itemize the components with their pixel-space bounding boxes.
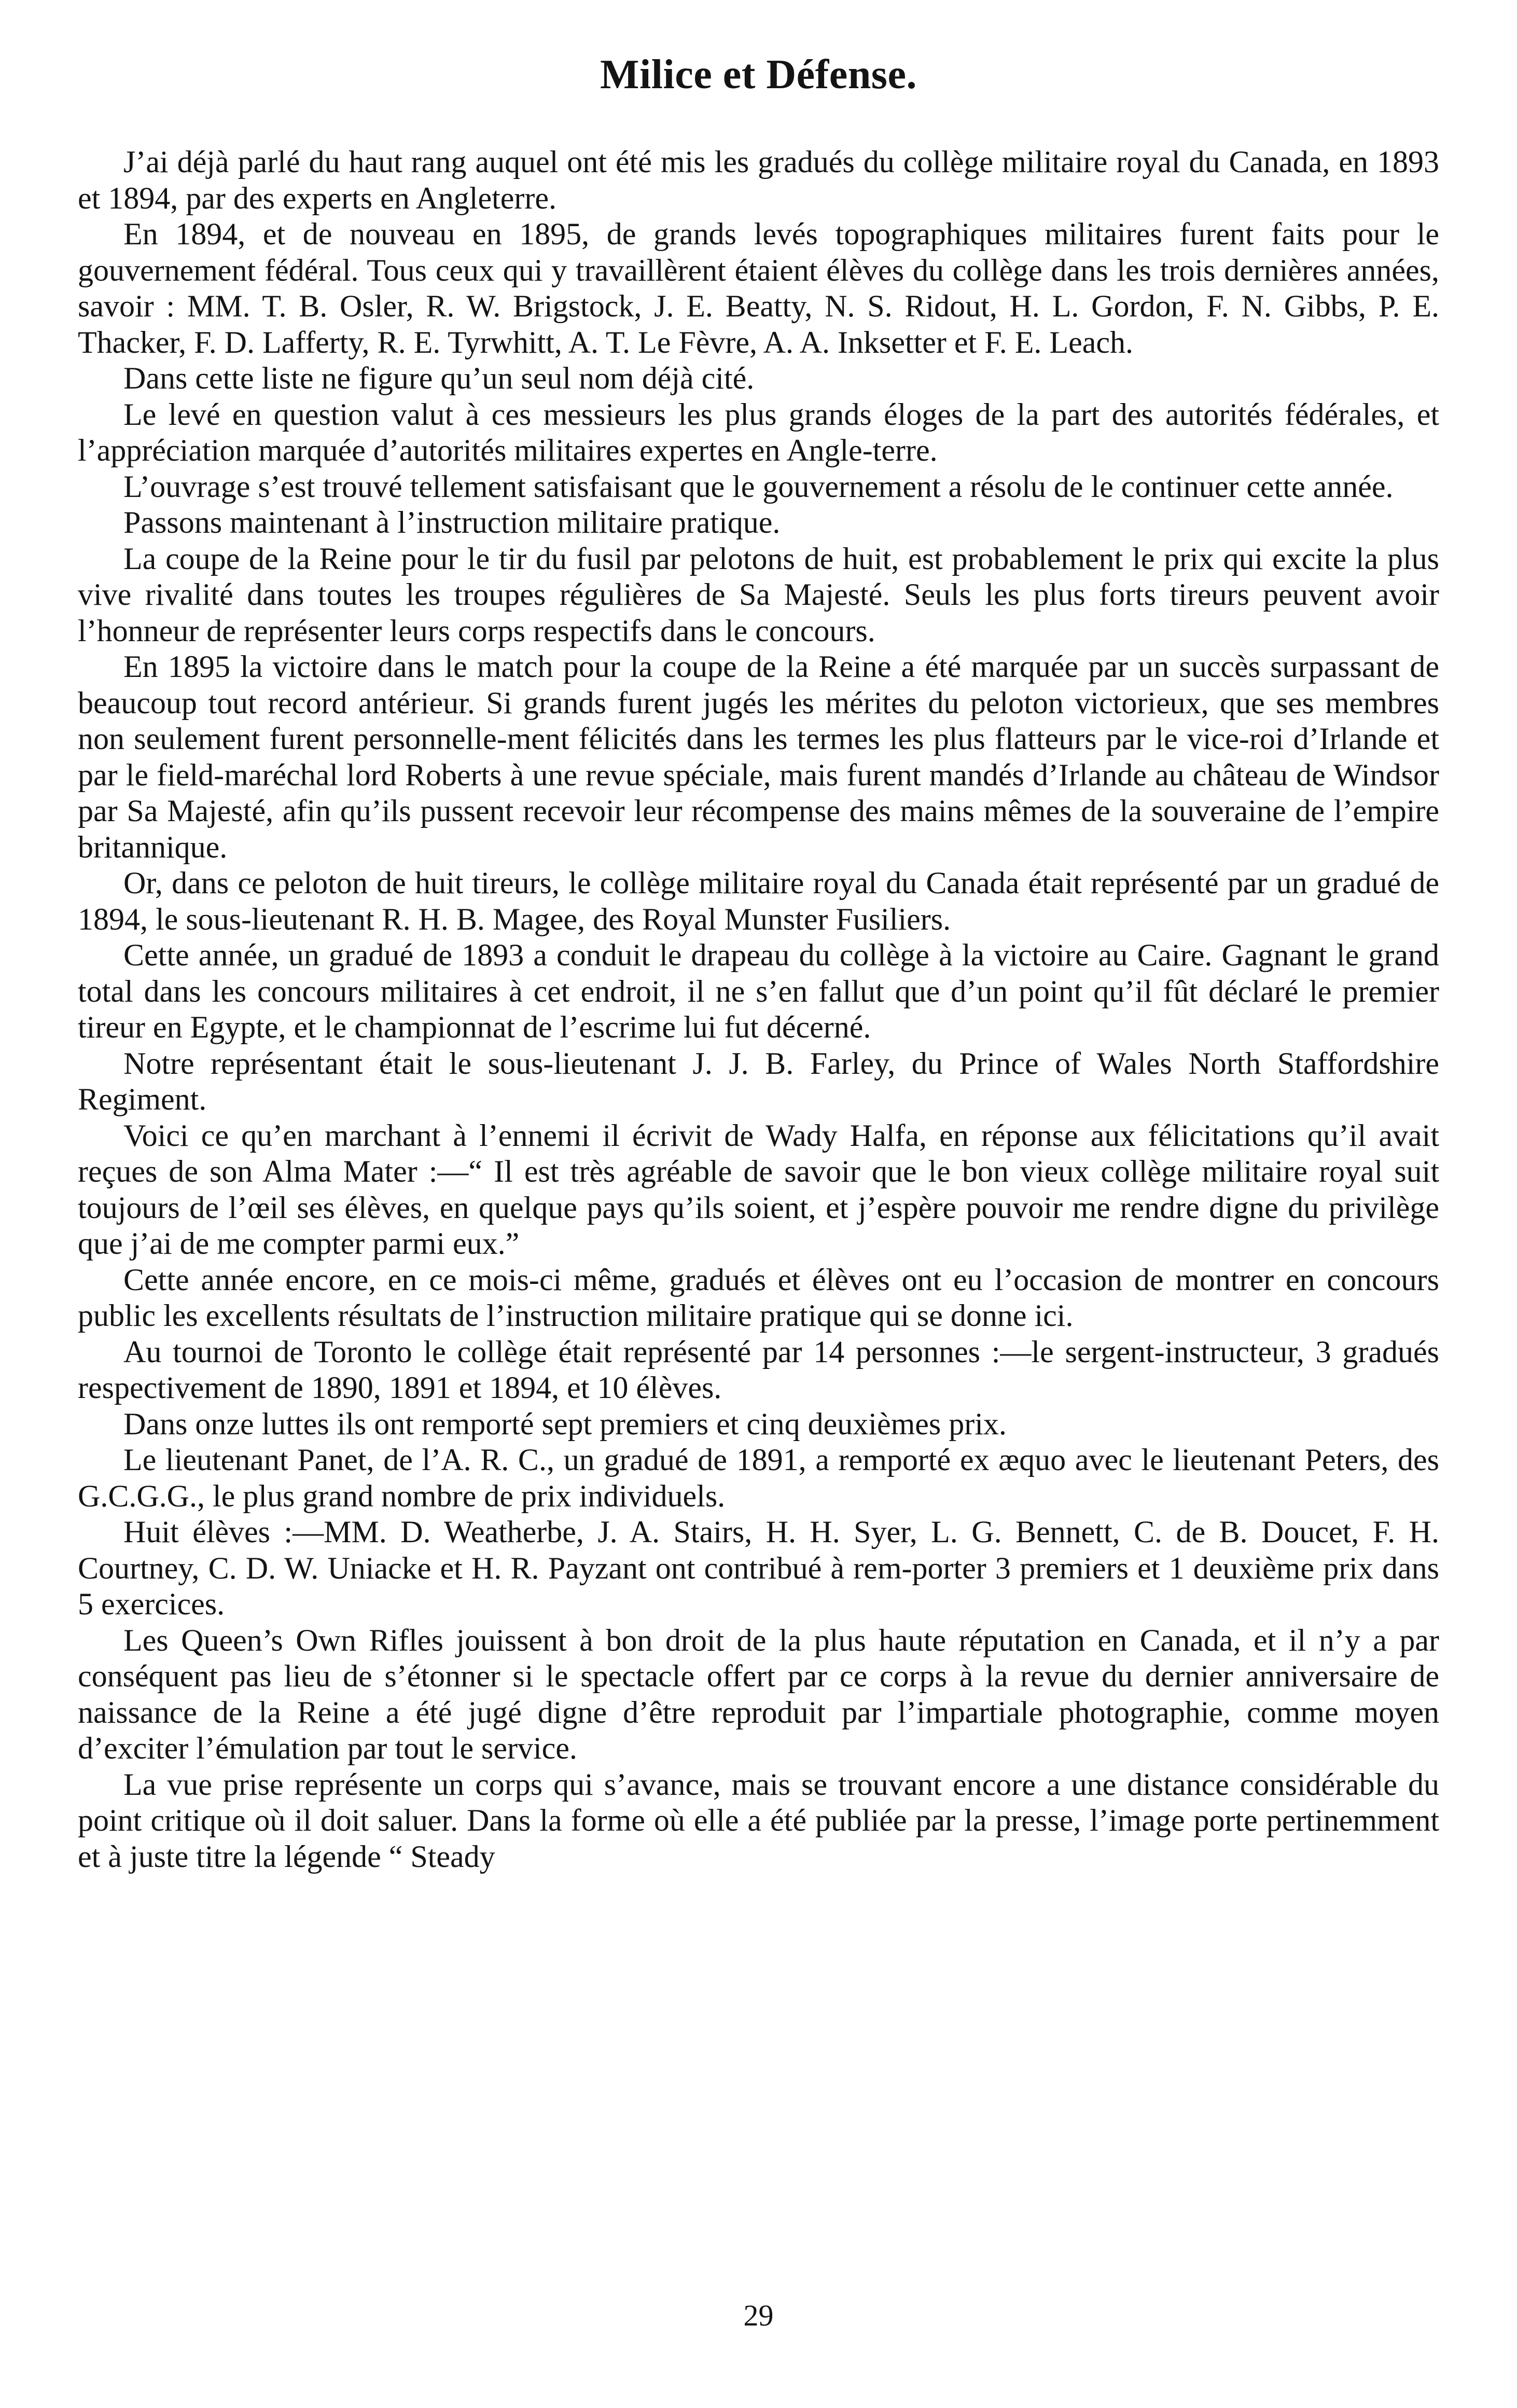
- paragraph: En 1895 la victoire dans le match pour la coupe de la Reine a été marquée par un succès surpassant de beaucoup tout record antérieur. Si grands furent jugés les mérites du peloton victorieux, que ses membres non seulement furent personnelle-ment félicités dans les termes les plus flatteurs par le vice-roi d’Irlande et par le field-maréchal lord Roberts à une revue spéciale, mais furent mandés d’Irlande au château de Windsor par Sa Majesté, afin qu’ils pussent recevoir leur récompense des mains mêmes de la souveraine de l’empire britannique.: [78, 649, 1439, 864]
- paragraph: J’ai déjà parlé du haut rang auquel ont été mis les gradués du collège militaire royal du Canada, en 1893 et 1894, par des experts en Angleterre.: [78, 145, 1439, 215]
- paragraph: Notre représentant était le sous-lieutenant J. J. B. Farley, du Prince of Wales North Staffordshire Regiment.: [78, 1046, 1439, 1116]
- paragraph: La vue prise représente un corps qui s’avance, mais se trouvant encore a une distance considérable du point critique où il doit saluer. Dans la forme où elle a été publiée par la presse, l’image porte pertinemment et à juste titre la légende “ Steady: [78, 1767, 1439, 1874]
- page-number: 29: [743, 2299, 774, 2332]
- paragraph: La coupe de la Reine pour le tir du fusil par pelotons de huit, est probablement le prix qui excite la plus vive rivalité dans toutes les troupes régulières de Sa Majesté. Seuls les plus forts tireurs peuvent avoir l’honneur de représenter leurs corps respectifs dans le concours.: [78, 541, 1439, 648]
- paragraph: Cette année, un gradué de 1893 a conduit le drapeau du collège à la victoire au Caire. Gagnant le grand total dans les concours militaires à cet endroit, il ne s’en fallut que d’un point qu’il fût déclaré le premier tireur en Egypte, et le championnat de l’escrime lui fut décerné.: [78, 938, 1439, 1044]
- paragraph: Voici ce qu’en marchant à l’ennemi il écrivit de Wady Halfa, en réponse aux félicitations qu’il avait reçues de son Alma Mater :—“ Il est très agréable de savoir que le bon vieux collège militaire royal suit toujours de l’œil ses élèves, en quelque pays qu’ils soient, et j’espère pouvoir me rendre digne du privilège que j’ai de me compter parmi eux.”: [78, 1118, 1439, 1261]
- paragraph: Or, dans ce peloton de huit tireurs, le collège militaire royal du Canada était représenté par un gradué de 1894, le sous-lieutenant R. H. B. Magee, des Royal Munster Fusiliers.: [78, 866, 1439, 936]
- paragraph: Le lieutenant Panet, de l’A. R. C., un gradué de 1891, a remporté ex æquo avec le lieutenant Peters, des G.C.G.G., le plus grand nombre de prix individuels.: [78, 1443, 1439, 1513]
- body-text: [78, 144, 1439, 1875]
- paragraph: Au tournoi de Toronto le collège était représenté par 14 personnes :—le sergent-instructeur, 3 gradués respectivement de 1890, 1891 et 1894, et 10 élèves.: [78, 1334, 1439, 1405]
- page-title: Milice et Défense.: [600, 52, 917, 98]
- paragraph: Le levé en question valut à ces messieurs les plus grands éloges de la part des autorités fédérales, et l’appréciation marquée d’autorités militaires expertes en Angle-terre.: [78, 397, 1439, 467]
- paragraph: Passons maintenant à l’instruction militaire pratique.: [123, 505, 781, 539]
- paragraph: L’ouvrage s’est trouvé tellement satisfaisant que le gouvernement a résolu de le continuer cette année.: [123, 469, 1394, 504]
- paragraph: Cette année encore, en ce mois-ci même, gradués et élèves ont eu l’occasion de montrer en concours public les excellents résultats de l’instruction militaire pratique qui se donne ici.: [78, 1262, 1439, 1333]
- paragraph: Dans cette liste ne figure qu’un seul nom déjà cité.: [123, 361, 755, 395]
- paragraph: Les Queen’s Own Rifles jouissent à bon droit de la plus haute réputation en Canada, et il n’y a par conséquent pas lieu de s’étonner si le spectacle offert par ce corps à la revue du dernier anniversaire de naissance de la Reine a été jugé digne d’être reproduit par l’impartiale photographie, comme moyen d’exciter l’émulation par tout le service.: [78, 1623, 1439, 1765]
- paragraph: En 1894, et de nouveau en 1895, de grands levés topographiques militaires furent faits pour le gouvernement fédéral. Tous ceux qui y travaillèrent étaient élèves du collège dans les trois dernières années, savoir : MM. T. B. Osler, R. W. Brigstock, J. E. Beatty, N. S. Ridout, H. L. Gordon, F. N. Gibbs, P. E. Thacker, F. D. Lafferty, R. E. Tyrwhitt, A. T. Le Fèvre, A. A. Inksetter et F. E. Leach.: [78, 217, 1439, 359]
- paragraph: Dans onze luttes ils ont remporté sept premiers et cinq deuxièmes prix.: [123, 1406, 1007, 1441]
- paragraph: Huit élèves :—MM. D. Weatherbe, J. A. Stairs, H. H. Syer, L. G. Bennett, C. de B. Doucet, F. H. Courtney, C. D. W. Uniacke et H. R. Payzant ont contribué à rem-porter 3 premiers et 1 deuxième prix dans 5 exercices.: [78, 1515, 1439, 1621]
